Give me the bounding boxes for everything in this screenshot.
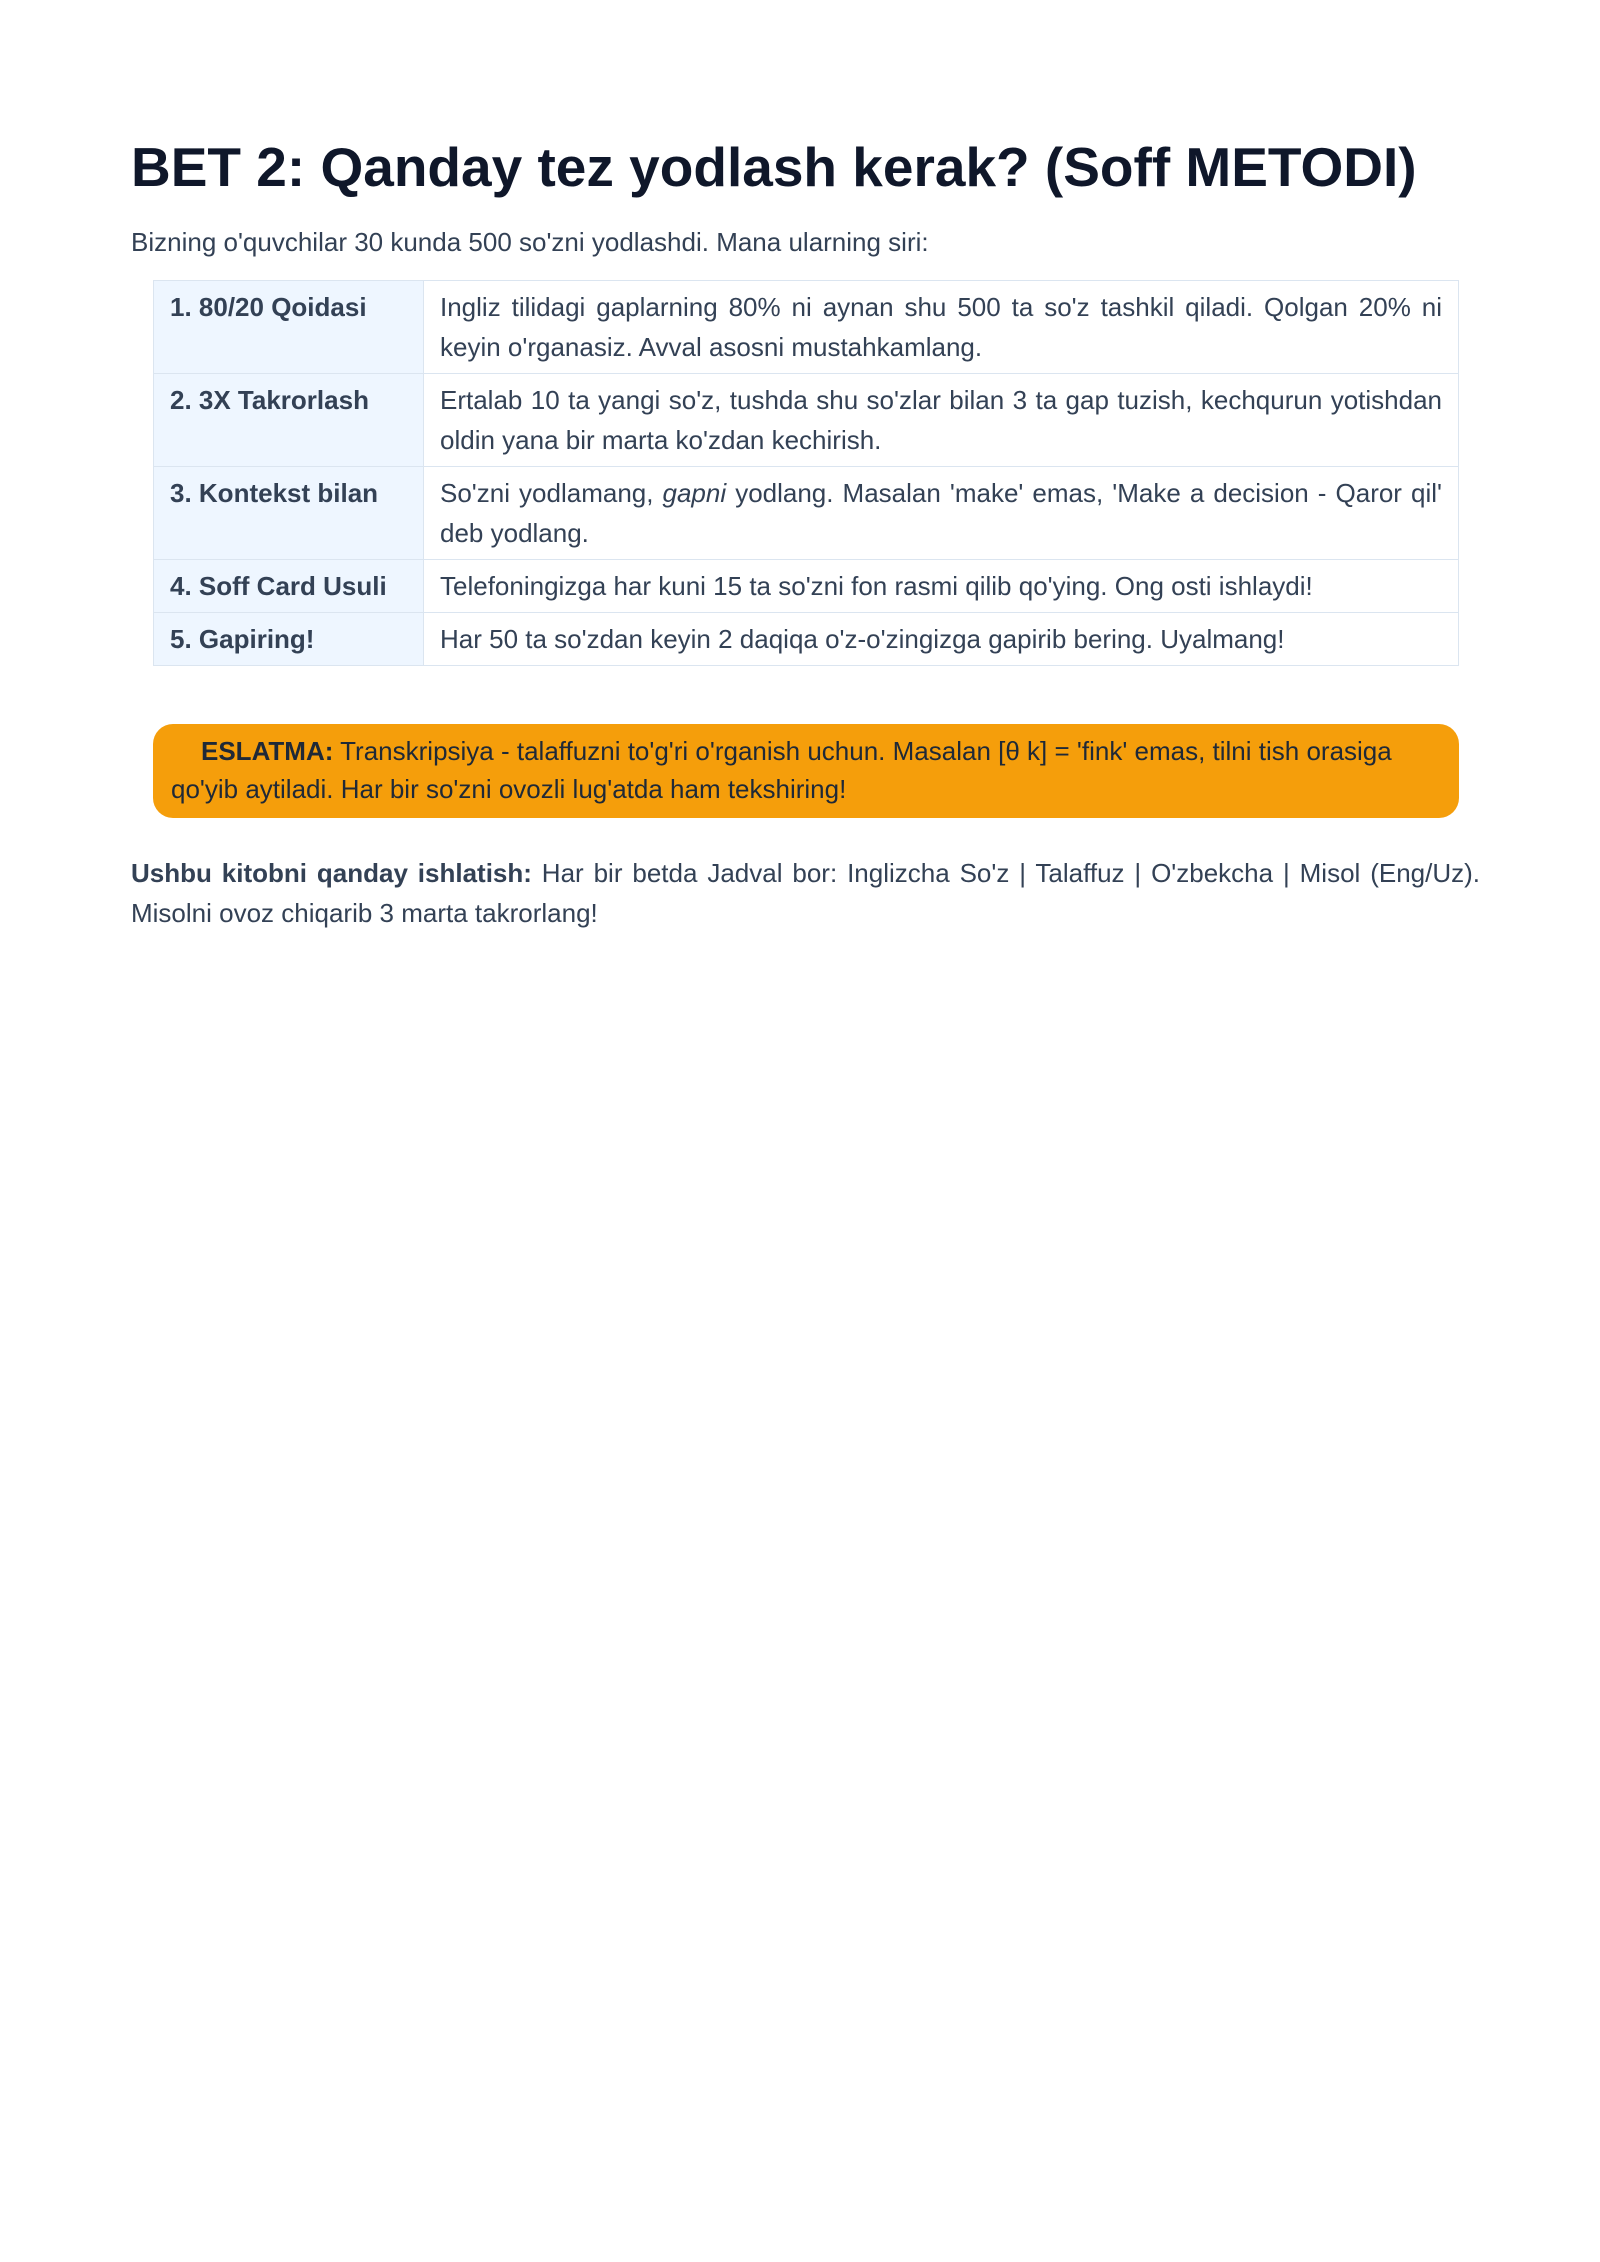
note-heading: ESLATMA: xyxy=(201,736,334,766)
method-description-start: So'zni yodlamang, xyxy=(440,478,663,508)
usage-heading: Ushbu kitobni qanday ishlatish: xyxy=(131,858,532,888)
note-box xyxy=(153,724,1459,818)
usage-paragraph xyxy=(131,853,1480,933)
table-row xyxy=(154,560,1459,613)
method-description: Ertalab 10 ta yangi so'z, tushda shu so'zlar bilan 3 ta gap tuzish, kechqurun yotishdan oldin yana bir marta ko'zdan kechirish. xyxy=(424,374,1459,467)
method-description: Ingliz tilidagi gaplarning 80% ni aynan shu 500 ta so'z tashkil qiladi. Qolgan 20% ni keyin o'rganasiz. Avval asosni mustahkamlang. xyxy=(424,281,1459,374)
method-description xyxy=(424,467,1459,560)
note-text: Transkripsiya - talaffuzni to'g'ri o'rganish uchun. Masalan [θ k] = 'fink' emas, tilni tish orasiga qo'yib aytiladi. Har bir so'zni ovozli lug'atda ham tekshiring! xyxy=(171,736,1392,804)
method-table xyxy=(153,280,1459,666)
table-row xyxy=(154,613,1459,666)
page-title: BET 2: Qanday tez yodlash kerak? (Soff METODI) xyxy=(131,136,1417,198)
method-label: 5. Gapiring! xyxy=(154,613,424,666)
method-description: Har 50 ta so'zdan keyin 2 daqiqa o'z-o'zingizga gapirib bering. Uyalmang! xyxy=(424,613,1459,666)
method-label: 3. Kontekst bilan xyxy=(154,467,424,560)
table-row xyxy=(154,281,1459,374)
method-label: 4. Soff Card Usuli xyxy=(154,560,424,613)
method-label: 1. 80/20 Qoidasi xyxy=(154,281,424,374)
table-row xyxy=(154,467,1459,560)
table-row xyxy=(154,374,1459,467)
method-description-emphasis: gapni xyxy=(662,478,727,508)
method-label: 2. 3X Takrorlash xyxy=(154,374,424,467)
method-description-end: yodlang. Masalan 'make' emas, 'Make a decision - Qaror qil' deb yodlang. xyxy=(440,478,1442,548)
intro-text: Bizning o'quvchilar 30 kunda 500 so'zni yodlashdi. Mana ularning siri: xyxy=(131,227,929,257)
usage-text: Har bir betda Jadval bor: Inglizcha So'z | Talaffuz | O'zbekcha | Misol (Eng/Uz). Misolni ovoz chiqarib 3 marta takrorlang! xyxy=(131,858,1480,928)
method-description: Telefoningizga har kuni 15 ta so'zni fon rasmi qilib qo'ying. Ong osti ishlaydi! xyxy=(424,560,1459,613)
